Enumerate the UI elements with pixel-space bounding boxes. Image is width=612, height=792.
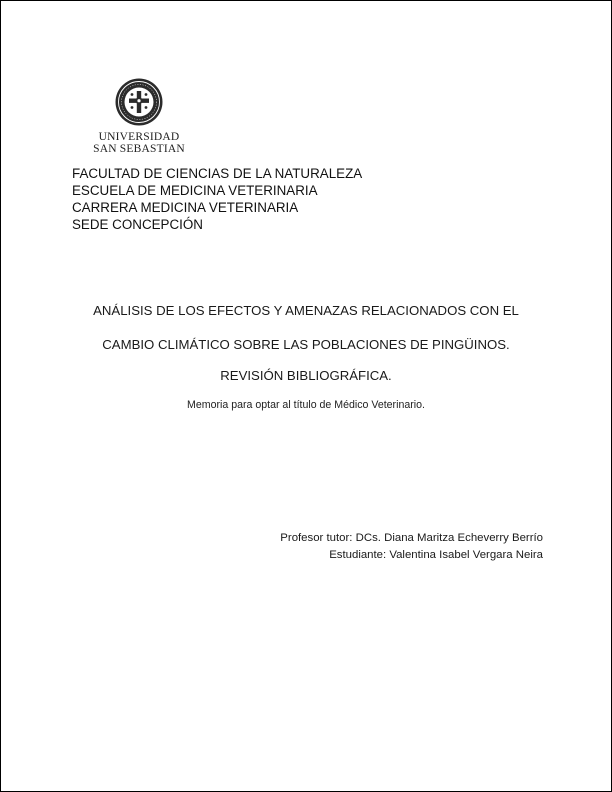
credits-block <box>280 530 543 564</box>
university-logo <box>89 77 189 155</box>
thesis-purpose: Memoria para optar al título de Médico Veterinario. <box>187 399 425 411</box>
logo-text-line-1: UNIVERSIDAD <box>98 131 180 143</box>
faculty-line: FACULTAD DE CIENCIAS DE LA NATURALEZA <box>72 166 363 181</box>
logo-text-line-2: SAN SEBASTIAN <box>93 143 185 155</box>
university-seal-icon <box>114 77 164 127</box>
thesis-title-line-2: CAMBIO CLIMÁTICO SOBRE LAS POBLACIONES DE PINGÜINOS. <box>102 337 510 352</box>
career-line: CARRERA MEDICINA VETERINARIA <box>72 200 299 215</box>
campus-line: SEDE CONCEPCIÓN <box>72 217 203 232</box>
student-line: Estudiante: Valentina Isabel Vergara Neira <box>329 549 543 561</box>
thesis-title-line-3: REVISIÓN BIBLIOGRÁFICA. <box>220 368 392 383</box>
school-line: ESCUELA DE MEDICINA VETERINARIA <box>72 183 318 198</box>
thesis-title-line-1: ANÁLISIS DE LOS EFECTOS Y AMENAZAS RELACIONADOS CON EL <box>93 303 519 318</box>
faculty-block <box>72 165 362 233</box>
tutor-line: Profesor tutor: DCs. Diana Maritza Echeverry Berrío <box>280 532 543 544</box>
